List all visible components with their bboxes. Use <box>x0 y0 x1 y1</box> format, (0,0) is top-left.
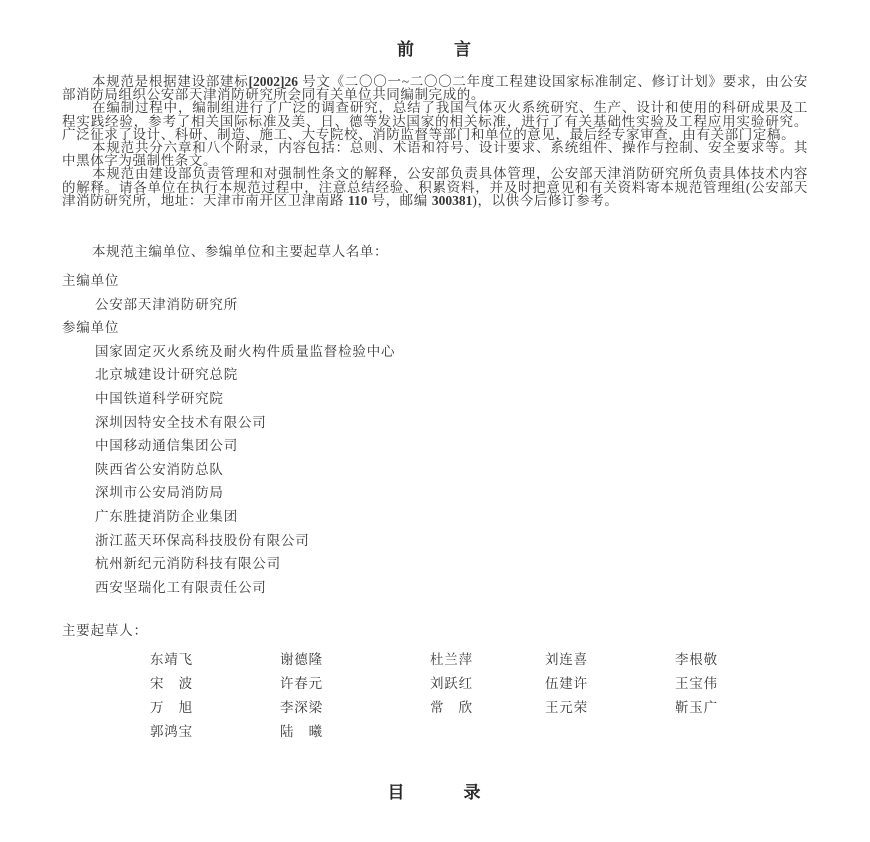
drafter-name: 许春元 <box>280 676 323 692</box>
participating-unit: 浙江蓝天环保高科技股份有限公司 <box>95 532 310 548</box>
drafter-name: 郭鸿宝 <box>150 724 193 740</box>
participating-units-label: 参编单位 <box>62 320 120 336</box>
preface-paragraph-3: 本规范共分六章和八个附录，内容包括：总则、术语和符号、设计要求、系统组件、操作与控制、安全要求等。其中黑体字为强制性条文。 <box>62 140 808 169</box>
participating-unit: 北京城建设计研究总院 <box>95 367 238 383</box>
drafters-section <box>62 618 808 743</box>
drafter-name: 李深梁 <box>280 700 323 716</box>
drafter-name: 东靖飞 <box>150 652 193 668</box>
drafters-row <box>62 646 808 670</box>
participating-unit: 广东胜捷消防企业集团 <box>95 508 238 524</box>
preface-paragraph-2: 在编制过程中，编制组进行了广泛的调查研究，总结了我国气体灭火系统研究、生产、设计和使用的科研成果及工程实践经验，参考了相关国际标准及美、日、德等发达国家的相关标准，进行了有关基础性实验及工程应用实验研究。广泛征求了设计、科研、制造、施工、大专院校、消防监督等部门和单位的意见，最后经专家审查，由有关部门定稿。 <box>62 100 808 142</box>
drafter-name: 王元荣 <box>545 700 588 716</box>
postal-code: 300381 <box>431 192 473 208</box>
participating-unit: 西安坚瑞化工有限责任公司 <box>95 579 267 595</box>
drafter-name: 刘连喜 <box>545 652 588 668</box>
toc-title: 目 录 <box>387 783 483 803</box>
participating-unit: 国家固定灭火系统及耐火构件质量监督检验中心 <box>95 343 396 359</box>
preface-paragraph-4 <box>62 167 808 207</box>
drafters-label: 主要起草人： <box>62 623 148 639</box>
preface-body <box>62 75 808 207</box>
drafter-name: 常 欣 <box>430 700 473 716</box>
drafter-name: 王宝伟 <box>675 676 718 692</box>
participating-unit: 中国铁道科学研究院 <box>95 391 224 406</box>
para1-text-a: 本规范是根据建设部建标 <box>92 74 249 89</box>
drafter-name: 宋 波 <box>150 676 193 692</box>
para4-text-c: )，以供今后修订参考。 <box>472 192 619 208</box>
drafter-name: 李根敬 <box>675 652 718 668</box>
units-intro-line: 本规范主编单位、参编单位和主要起草人名单： <box>92 244 389 260</box>
para4-text-b: 号，邮编 <box>367 192 432 208</box>
drafter-name: 谢德隆 <box>280 652 323 668</box>
drafters-row <box>62 670 808 694</box>
drafter-name: 靳玉广 <box>675 700 718 716</box>
drafter-name: 陆 曦 <box>280 724 323 740</box>
drafters-row <box>62 718 808 742</box>
drafter-name: 刘跃红 <box>430 676 473 692</box>
drafters-grid <box>62 646 808 742</box>
para4-text-a: 本规范由建设部负责管理和对强制性条文的解释，公安部负责具体管理，公安部天津消防研究所负责具体技术内容的解释。请各单位在执行本规范过程中，注意总结经验、积累资料，并及时把意见和有关资料寄本规范管理组(公安部天津消防研究所，地址：天津市南开区卫津南路 <box>62 166 808 208</box>
chief-unit-label: 主编单位 <box>62 273 120 289</box>
participating-unit: 深圳市公安局消防局 <box>95 485 224 501</box>
participating-unit: 陕西省公安消防总队 <box>95 461 224 477</box>
doc-ref-number: [2002]26 <box>248 74 299 89</box>
drafter-name: 万 旭 <box>150 700 193 716</box>
street-number: 110 <box>347 192 368 208</box>
participating-unit: 杭州新纪元消防科技有限公司 <box>95 556 281 572</box>
para1-text-b: 号文《二〇〇一~二〇〇二年度工程建设国家标准制定、修订计划》要求，由公安部消防局组织公安部天津消防研究所会同有关单位共同编制完成的。 <box>62 74 808 103</box>
preface-paragraph-1 <box>62 75 808 101</box>
participating-unit: 中国移动通信集团公司 <box>95 438 238 454</box>
preface-title: 前 言 <box>397 40 473 59</box>
participating-unit: 深圳因特安全技术有限公司 <box>95 414 267 430</box>
drafter-name: 伍建许 <box>545 676 588 692</box>
units-section <box>62 267 808 597</box>
drafter-name: 杜兰萍 <box>430 652 473 668</box>
drafters-row <box>62 694 808 718</box>
chief-unit-name: 公安部天津消防研究所 <box>95 296 238 312</box>
